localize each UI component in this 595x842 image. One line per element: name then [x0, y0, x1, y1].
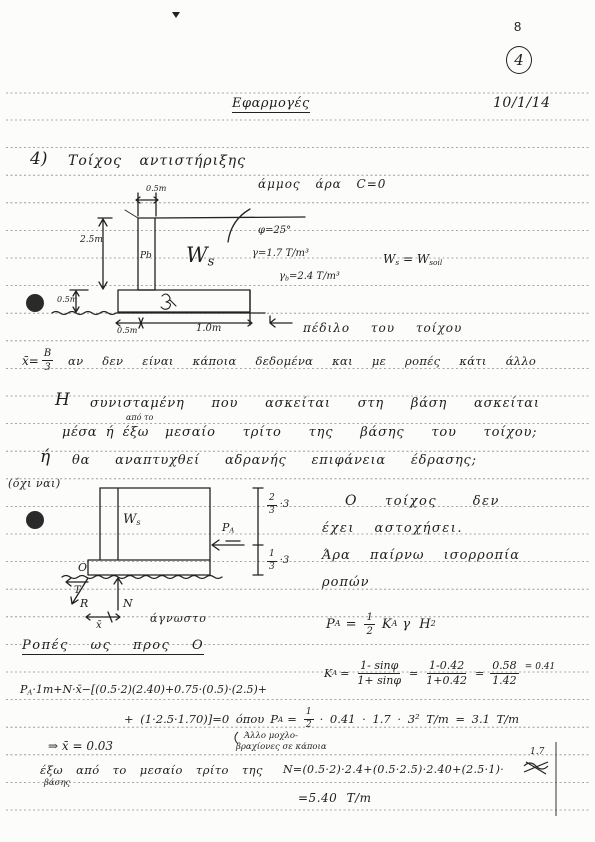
lower-arm-fraction [267, 550, 277, 573]
wall-diagram [52, 193, 305, 328]
normal-arrow [114, 578, 122, 610]
weight-eq-rhs-subscript: soil [429, 257, 443, 267]
upper-arm-fraction [267, 494, 277, 517]
weight-eq-lhs: W [383, 252, 396, 266]
resultant-label: R [80, 597, 89, 610]
height-dimension [98, 218, 112, 289]
ka-f3-num: 0.58 [490, 660, 519, 674]
moment-eq-l2-rest: · 0.41 · 1.7 · 3² T/m = 3.1 T/m [319, 711, 520, 726]
lower-arm-num: 1 [267, 550, 277, 562]
exercise-title: Τοίχος αντιστήριξης [68, 153, 247, 169]
ka-f1-num: 1- sinφ [358, 660, 400, 674]
soil-leader-curve [228, 209, 250, 242]
ka-f2-den: 1+0.42 [426, 674, 467, 688]
margin-note-1: Άλλο μοχλο- [244, 731, 298, 741]
upper-arm-num: 2 [267, 494, 277, 506]
soil-weight-symbol: W [186, 243, 208, 267]
ka-equals-2: = [409, 667, 419, 681]
ka-result: 0.41 [535, 662, 556, 673]
question-line-2a: μέσα ή έξω [62, 425, 149, 440]
lever-note: άγνωστο [150, 612, 207, 625]
friction-label: T [74, 585, 81, 596]
stem-width-label: 0.5m [146, 184, 167, 193]
weight-eq-rhs: = W [399, 252, 430, 266]
ka-fraction-1 [355, 660, 403, 687]
circled-page-number: 4 [506, 46, 532, 74]
moment-eq-l2-den: 2 [305, 719, 312, 730]
moment-pa-subscript: A [27, 688, 33, 697]
ka-fraction-2 [424, 660, 469, 687]
margin-note-2: βραχίονες σε κάποια [236, 742, 327, 752]
ruled-lines [6, 93, 590, 810]
normal-label: N [123, 597, 133, 610]
xbar-lhs: x̄= [22, 353, 39, 368]
exercise-number: 4) [30, 149, 48, 169]
heel-width-label: 1.0m [196, 323, 222, 334]
pa-rest: γ H [402, 617, 431, 632]
moment-eq-l2-equals: = [287, 711, 297, 726]
base-scribble [161, 294, 176, 309]
concrete-gamma-symbol: γ [279, 271, 285, 282]
stem-mark [125, 210, 138, 218]
crossed-out-value [524, 762, 548, 774]
ka-symbol: K [324, 667, 333, 681]
fb-soil-weight-symbol: W [123, 512, 137, 527]
wall-height-label: 2.5m [80, 235, 103, 245]
moments-title: Ροπές ως προς O [22, 638, 205, 653]
fb-active-force-symbol: P [222, 521, 230, 534]
equilibrium-line-1: τοίχος δεν [385, 494, 500, 509]
soil-weight-subscript: s [207, 254, 215, 270]
concrete-gamma-value: =2.4 T/m³ [288, 271, 340, 282]
pa-k-symbol: K [381, 617, 392, 632]
moment-eq-l1-rest: ·1m+N·x̄−[(0.5·2)(2.40)+0.75·(0.5)·(2.5)+ [32, 683, 268, 696]
weight-equation [383, 253, 442, 266]
pa-subscript: A [334, 619, 341, 629]
pa-k-subscript: A [391, 619, 398, 629]
normal-force-correction: 1.7 [530, 747, 545, 757]
ka-subscript: A [332, 669, 338, 678]
question-line-2-above: από το [126, 413, 154, 422]
wall-base [118, 290, 250, 312]
ka-f3-den: 1.42 [492, 674, 517, 688]
lower-arm-den: 3 [269, 561, 275, 572]
top-mark [172, 12, 180, 18]
ka-equals-3: = [474, 667, 485, 681]
toe-width-label: 0.5m [117, 326, 138, 335]
normal-force-equation: N=(0.5·2)·2.4+(0.5·2.5)·2.40+(2.5·1)· [283, 763, 505, 776]
xbar-numerator: B [43, 348, 52, 359]
fb-active-force-label [222, 522, 234, 535]
ka-equals-1: = [340, 667, 350, 681]
lower-arm-label [264, 550, 289, 573]
stem-width-dimension [136, 193, 158, 216]
xbar-denominator: 3 [44, 362, 51, 373]
lever-dimension [86, 612, 120, 622]
pa-equals: = [345, 617, 357, 632]
equilibrium-line-4: ροπών [322, 575, 370, 590]
equilibrium-line-2: έχει αστοχήσει. [322, 521, 463, 536]
punch-hole [26, 511, 44, 529]
ka-fraction-3 [490, 660, 519, 687]
xbar-fraction [42, 348, 53, 373]
active-force-arrow [212, 540, 244, 550]
moment-equation-line-1 [20, 684, 267, 697]
soil-surface [155, 217, 305, 218]
question-line-3: θα αναπτυχθεί αδρανής επιφάνεια έδρασης; [72, 453, 477, 468]
xbar-rule [22, 348, 56, 373]
ka-equals-4: = [524, 662, 533, 673]
footing-note: πέδιλο του τοίχου [303, 321, 463, 335]
fb-soil-weight-label [123, 513, 141, 527]
moment-eq-l2-p: P [270, 711, 279, 726]
lever-label: x̄ [96, 620, 102, 631]
page-number: 8 [514, 19, 522, 34]
equilibrium-line-3: Άρα παίρνω ισορροπία [322, 548, 520, 563]
xbar-note-text: αν δεν είναι κάποια δεδομένα και με ροπές κάτι άλλο [68, 354, 537, 368]
question-line-3-lead: ή [40, 447, 51, 467]
unit-weight-label: γ=1.7 T/m³ [252, 248, 309, 259]
fb-soil-weight-subscript: s [136, 518, 141, 527]
moment-pa-symbol: P [20, 683, 28, 696]
upper-arm-label [264, 494, 289, 517]
active-force-formula [326, 612, 436, 637]
question-lead: Η [55, 390, 70, 410]
concrete-gamma-subscript: b [284, 275, 289, 283]
base-slab [88, 560, 210, 575]
ka-f1-den: 1+ sinφ [357, 674, 402, 688]
question-answer: (όχι ναι) [8, 477, 61, 490]
free-body-diagram [62, 488, 263, 625]
lower-arm-mult: ·3 [279, 555, 290, 567]
pa-half-num: 1 [366, 612, 373, 623]
soil-weight-label [186, 245, 214, 268]
page-title: Εφαρμογές [232, 96, 310, 111]
concrete-unit-weight-label [279, 272, 340, 283]
origin-label: O [78, 561, 88, 574]
stem-label: Pb [140, 251, 152, 261]
punch-hole [26, 294, 44, 312]
date: 10/1/14 [493, 95, 551, 111]
question-line-2b: μεσαίο τρίτο της βάσης του τοίχου; [165, 425, 538, 440]
conclusion-line: έξω από το μεσαίο τρίτο της [40, 763, 263, 777]
ka-formula [324, 660, 555, 687]
ka-f2-num: 1-0.42 [427, 660, 466, 674]
normal-force-result: =5.40 T/m [298, 791, 372, 805]
moment-equation-line-2 [124, 708, 519, 731]
upper-arm-mult: ·3 [279, 499, 290, 511]
question-line-1: συνισταμένη που ασκείται στη βάση ασκείται [90, 396, 540, 411]
ground-line [62, 576, 222, 579]
moment-eq-l2-a: + (1·2.5·1.70)]=0 όπου [124, 711, 265, 726]
upper-arm-den: 3 [269, 505, 275, 516]
moment-eq-l2-num: 1 [304, 708, 314, 720]
soil-note: άμμος άρα C=0 [258, 177, 387, 191]
pa-exponent: 2 [430, 619, 436, 629]
footing-pointer-arrow [270, 316, 292, 327]
pa-half-den: 2 [366, 626, 373, 637]
weight-eq-lhs-subscript: s [395, 257, 400, 267]
moment-eq-l2-sub: A [278, 714, 284, 724]
pa-symbol: P [326, 617, 335, 632]
friction-angle-label: φ=25° [258, 225, 292, 236]
base-height-label: 0.5m [57, 295, 78, 304]
equilibrium-lead: Ο [345, 493, 357, 509]
fb-active-force-subscript: A [229, 526, 235, 535]
moment-eq-l2-half [304, 708, 314, 731]
pa-half [364, 612, 374, 637]
xbar-result: ⇒ x̄ = 0.03 [48, 739, 114, 753]
conclusion-line-2: βάσης [44, 778, 71, 788]
